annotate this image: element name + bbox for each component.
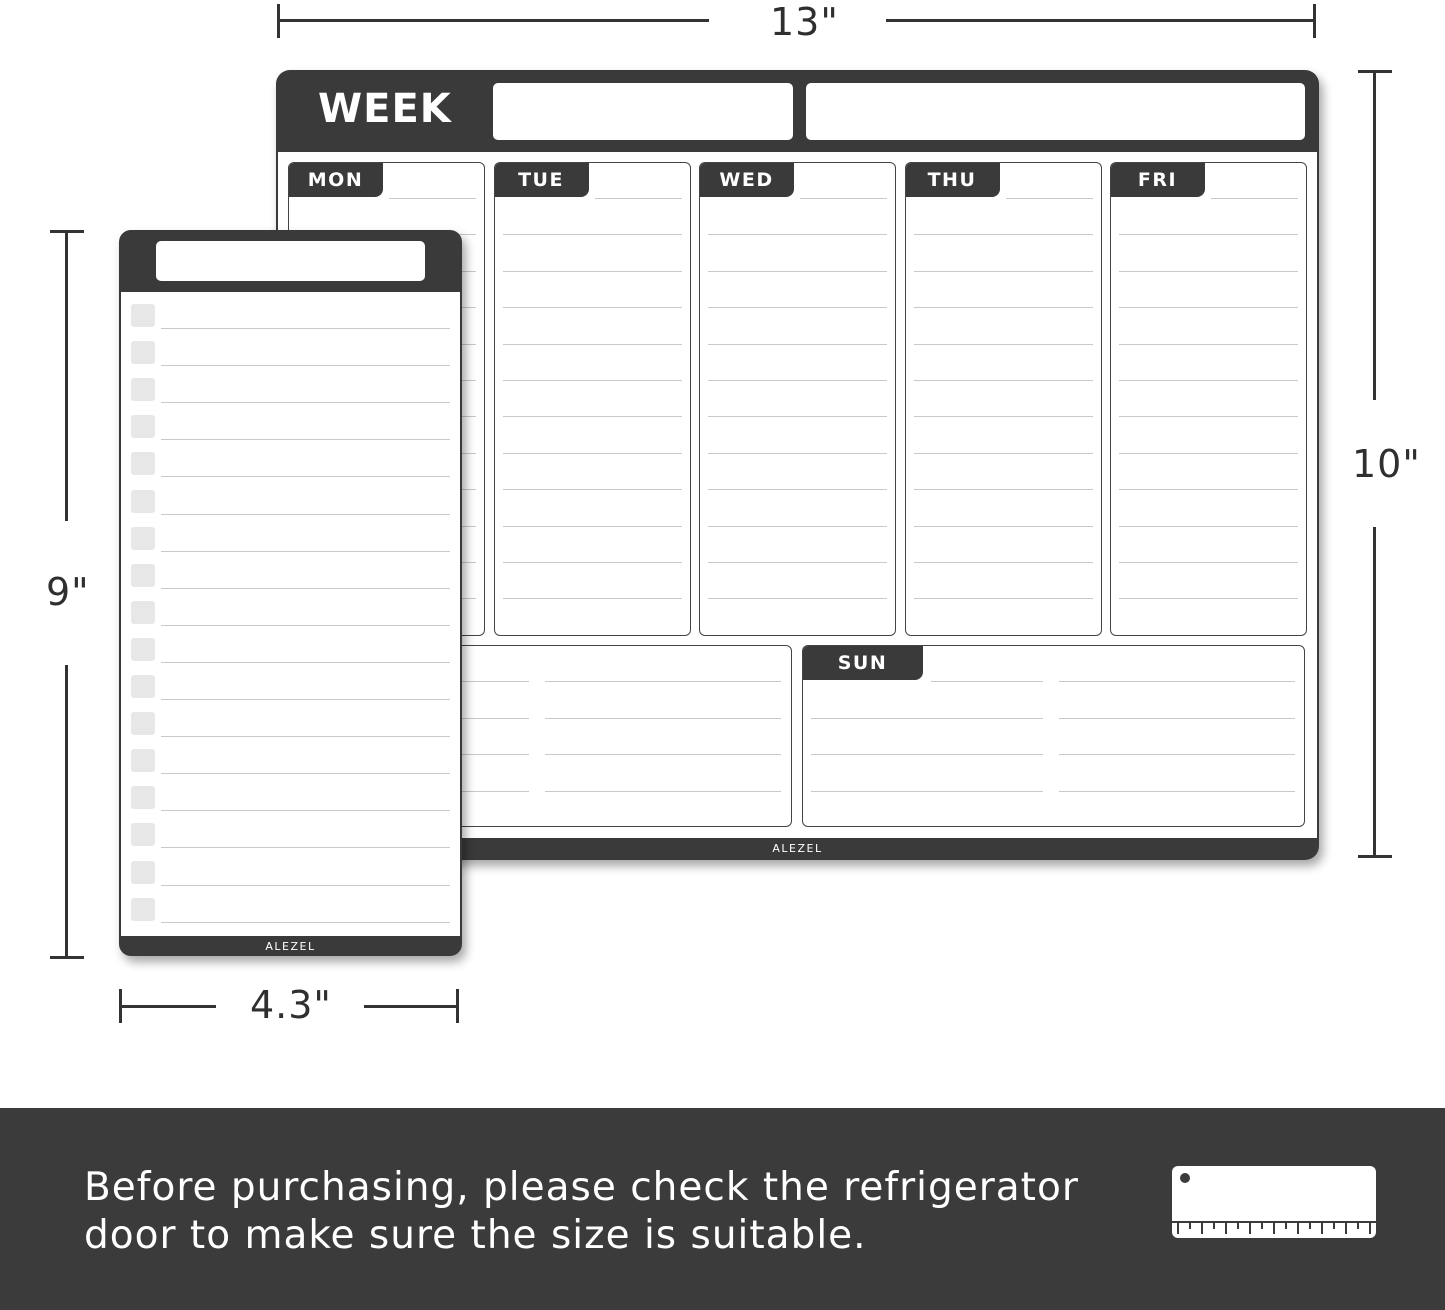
writing-line — [1119, 234, 1298, 235]
writing-line — [914, 598, 1093, 599]
writing-line — [931, 681, 1043, 682]
writing-line — [914, 344, 1093, 345]
list-pad — [119, 230, 462, 956]
list-line — [161, 365, 450, 366]
banner-message — [84, 1164, 1164, 1260]
list-line — [161, 514, 450, 515]
writing-line — [1119, 526, 1298, 527]
info-banner — [0, 1108, 1445, 1310]
day-tab-fri: FRI — [1110, 162, 1205, 197]
day-tab-mon: MON — [288, 162, 383, 197]
list-line — [161, 625, 450, 626]
writing-line — [503, 307, 682, 308]
writing-line — [708, 307, 887, 308]
writing-line — [914, 526, 1093, 527]
writing-line — [1119, 453, 1298, 454]
day-panel-tue — [494, 162, 691, 636]
sunday-panel — [802, 645, 1305, 827]
writing-line — [811, 754, 1043, 755]
banner-line-2: door to make sure the size is suitable. — [84, 1213, 867, 1258]
writing-line — [708, 562, 887, 563]
writing-line — [1119, 307, 1298, 308]
checkbox — [131, 452, 155, 475]
writing-line — [1059, 718, 1295, 719]
writing-line — [1059, 754, 1295, 755]
writing-line — [708, 598, 887, 599]
writing-line — [914, 453, 1093, 454]
planner-brand: ALEZEL — [772, 842, 823, 855]
height-label: 10" — [1352, 442, 1421, 486]
checkbox — [131, 564, 155, 587]
writing-line — [1119, 489, 1298, 490]
list-line — [161, 773, 450, 774]
day-panel-wed — [699, 162, 896, 636]
list-line — [161, 662, 450, 663]
checkbox — [131, 601, 155, 624]
writing-line — [503, 489, 682, 490]
writing-line — [1119, 416, 1298, 417]
checkbox — [131, 490, 155, 513]
writing-line — [914, 307, 1093, 308]
list-line — [161, 439, 450, 440]
writing-line — [503, 380, 682, 381]
writing-line — [503, 598, 682, 599]
week-write-box-1 — [493, 83, 793, 140]
writing-line — [1119, 380, 1298, 381]
writing-line — [503, 526, 682, 527]
checkbox — [131, 786, 155, 809]
writing-line — [503, 344, 682, 345]
day-tab-tue: TUE — [494, 162, 589, 197]
writing-line — [595, 198, 682, 199]
writing-line — [1119, 562, 1298, 563]
writing-line — [1006, 198, 1093, 199]
writing-line — [708, 453, 887, 454]
writing-line — [503, 562, 682, 563]
writing-line — [1059, 681, 1295, 682]
checkbox — [131, 675, 155, 698]
list-line — [161, 699, 450, 700]
list-line — [161, 885, 450, 886]
list-line — [161, 810, 450, 811]
writing-line — [708, 489, 887, 490]
list-line — [161, 402, 450, 403]
writing-line — [811, 791, 1043, 792]
writing-line — [914, 271, 1093, 272]
day-panel-fri — [1110, 162, 1307, 636]
writing-line — [1059, 791, 1295, 792]
writing-line — [545, 681, 781, 682]
writing-line — [811, 718, 1043, 719]
week-title: WEEK — [318, 86, 452, 132]
writing-line — [708, 416, 887, 417]
list-title-box — [156, 241, 425, 281]
list-body — [121, 292, 460, 936]
checkbox — [131, 861, 155, 884]
writing-line — [503, 453, 682, 454]
day-tab-thu: THU — [905, 162, 1000, 197]
writing-line — [708, 526, 887, 527]
day-tab-sun: SUN — [802, 645, 923, 680]
writing-line — [503, 271, 682, 272]
day-panel-thu — [905, 162, 1102, 636]
list-line — [161, 551, 450, 552]
list-line — [161, 328, 450, 329]
list-width-label: 4.3" — [250, 983, 332, 1027]
writing-line — [914, 416, 1093, 417]
banner-line-1: Before purchasing, please check the refrigerator — [84, 1165, 1079, 1210]
checkbox — [131, 527, 155, 550]
writing-line — [503, 234, 682, 235]
writing-line — [914, 562, 1093, 563]
checkbox — [131, 712, 155, 735]
writing-line — [708, 271, 887, 272]
writing-line — [708, 344, 887, 345]
writing-line — [503, 416, 682, 417]
week-write-box-2 — [806, 83, 1305, 140]
writing-line — [545, 791, 781, 792]
list-line — [161, 736, 450, 737]
writing-line — [389, 198, 476, 199]
checkbox — [131, 898, 155, 921]
writing-line — [545, 718, 781, 719]
list-line — [161, 476, 450, 477]
writing-line — [914, 380, 1093, 381]
checkbox — [131, 823, 155, 846]
checkbox — [131, 378, 155, 401]
checkbox — [131, 638, 155, 661]
day-tab-wed: WED — [699, 162, 794, 197]
checkbox — [131, 341, 155, 364]
list-height-label: 9" — [46, 570, 90, 614]
writing-line — [1119, 344, 1298, 345]
fridge-magnet-ruler-icon — [1172, 1166, 1376, 1238]
checkbox — [131, 415, 155, 438]
writing-line — [1119, 598, 1298, 599]
writing-line — [545, 754, 781, 755]
writing-line — [708, 234, 887, 235]
writing-line — [914, 489, 1093, 490]
writing-line — [914, 234, 1093, 235]
writing-line — [1119, 271, 1298, 272]
writing-line — [1211, 198, 1298, 199]
list-line — [161, 588, 450, 589]
checkbox — [131, 749, 155, 772]
writing-line — [800, 198, 887, 199]
list-line — [161, 922, 450, 923]
writing-line — [708, 380, 887, 381]
list-line — [161, 847, 450, 848]
checkbox — [131, 304, 155, 327]
list-brand: ALEZEL — [265, 940, 316, 953]
width-label: 13" — [770, 0, 839, 44]
